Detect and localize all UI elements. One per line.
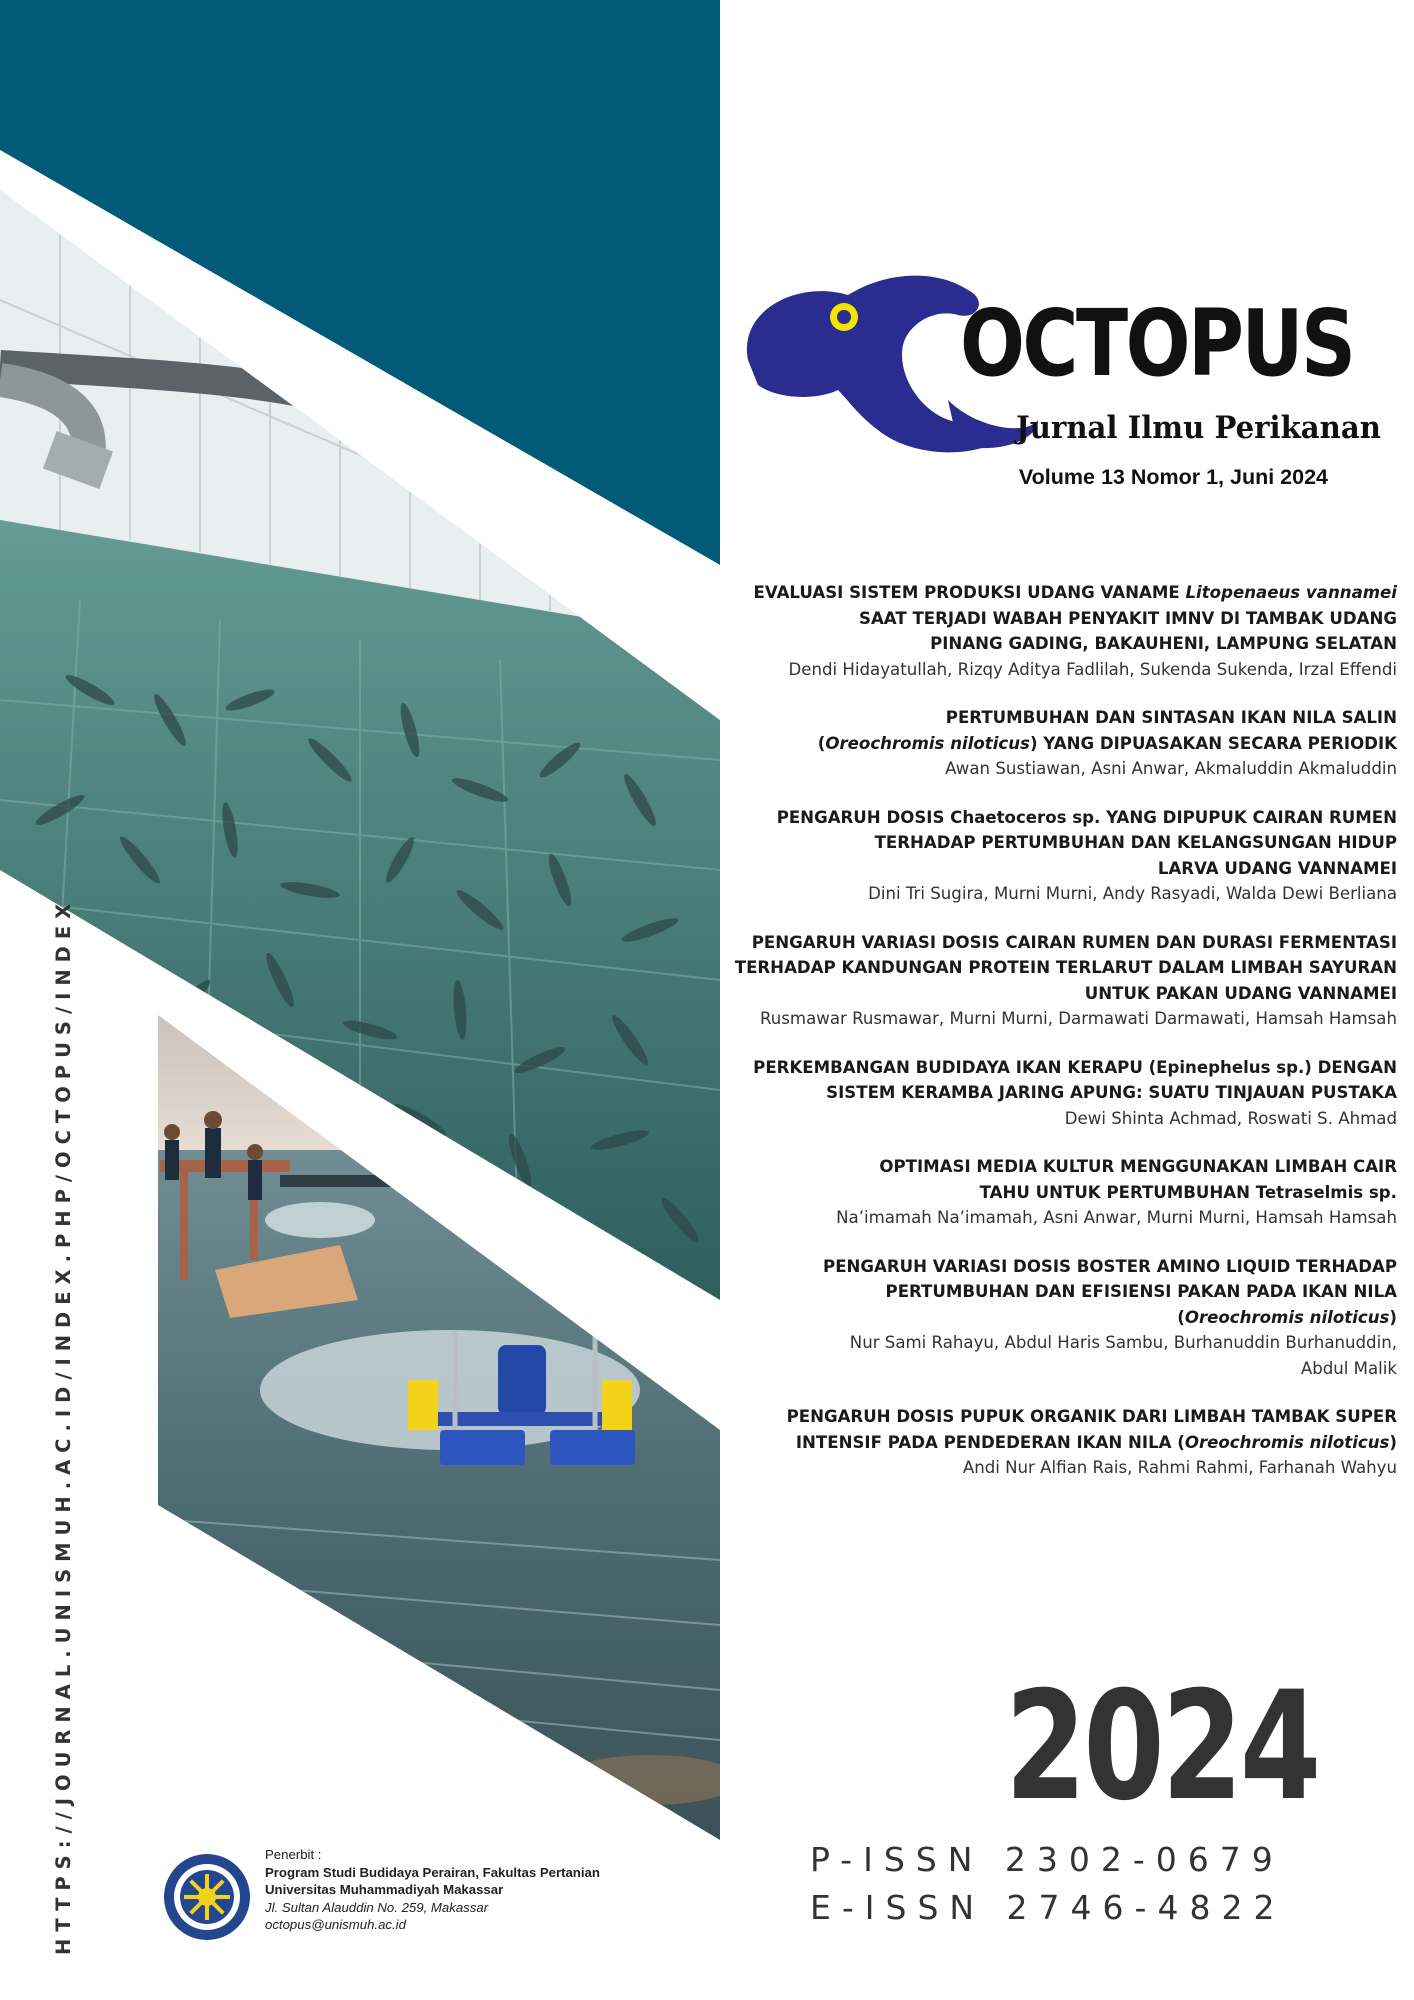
university-seal-icon xyxy=(162,1852,252,1942)
journal-title: OCTOPUS xyxy=(960,290,1354,397)
article-title: PENGARUH DOSIS Chaetoceros sp. YANG DIPUPUK CAIRAN RUMEN TERHADAP PERTUMBUHAN DAN KELANGSUNGAN HIDUP LARVA UDANG VANNAMEI xyxy=(776,807,1397,878)
article-title: PERKEMBANGAN BUDIDAYA IKAN KERAPU (Epinephelus sp.) DENGAN SISTEM KERAMBA JARING APUNG: SUATU TINJAUAN PUSTAKA xyxy=(753,1057,1397,1102)
article-authors: Andi Nur Alfian Rais, Rahmi Rahmi, Farhanah Wahyu xyxy=(962,1458,1397,1477)
article-title: PENGARUH DOSIS PUPUK ORGANIK DARI LIMBAH TAMBAK SUPER INTENSIF PADA PENDEDERAN IKAN NILA (Oreochromis niloticus) xyxy=(786,1407,1397,1452)
article-entry[interactable] xyxy=(697,930,1397,1032)
publisher-email[interactable]: octopus@unismuh.ac.id xyxy=(265,1917,406,1933)
article-entry[interactable] xyxy=(697,805,1397,907)
publisher-address: Jl. Sultan Alauddin No. 259, Makassar xyxy=(265,1899,489,1915)
publisher-label: Penerbit : xyxy=(265,1847,322,1862)
article-authors: Dewi Shinta Achmad, Roswati S. Ahmad xyxy=(1064,1108,1397,1128)
article-entry[interactable] xyxy=(697,1254,1397,1382)
article-authors: Awan Sustiawan, Asni Anwar, Akmaluddin Akmaluddin xyxy=(945,759,1397,778)
journal-url[interactable]: HTTPS://JOURNAL.UNISMUH.AC.ID/INDEX.PHP/OCTOPUS/INDEX xyxy=(52,896,75,1955)
publisher-info xyxy=(265,1846,600,1934)
article-authors: Dendi Hidayatullah, Rizqy Aditya Fadlilah, Sukenda Sukenda, Irzal Effendi xyxy=(788,659,1397,679)
table-of-contents xyxy=(697,580,1397,1504)
article-title: OPTIMASI MEDIA KULTUR MENGGUNAKAN LIMBAH CAIR TAHU UNTUK PERTUMBUHAN Tetraselmis sp. xyxy=(879,1157,1397,1202)
article-title: PENGARUH VARIASI DOSIS CAIRAN RUMEN DAN DURASI FERMENTASI TERHADAP KANDUNGAN PROTEIN TERLARUT DALAM LIMBAH SAYURAN UNTUK PAKAN UDANG VANNAMEI xyxy=(734,932,1397,1003)
article-authors: Rusmawar Rusmawar, Murni Murni, Darmawati Darmawati, Hamsah Hamsah xyxy=(759,1009,1397,1028)
publisher-university: Universitas Muhammadiyah Makassar xyxy=(265,1882,504,1898)
article-authors: Dini Tri Sugira, Murni Murni, Andy Rasyadi, Walda Dewi Berliana xyxy=(868,884,1397,903)
article-entry[interactable] xyxy=(697,1055,1397,1132)
journal-subtitle: Jurnal Ilmu Perikanan xyxy=(1016,410,1381,446)
volume-issue: Volume 13 Nomor 1, Juni 2024 xyxy=(1018,465,1328,489)
electronic-issn: E-ISSN 2746-4822 xyxy=(810,1888,1286,1927)
article-entry[interactable] xyxy=(697,1404,1397,1481)
print-issn: P-ISSN 2302-0679 xyxy=(810,1840,1284,1879)
article-entry[interactable] xyxy=(697,705,1397,782)
article-entry[interactable] xyxy=(697,580,1397,682)
article-title: EVALUASI SISTEM PRODUKSI UDANG VANAME Litopenaeus vannamei SAAT TERJADI WABAH PENYAKIT IMNV DI TAMBAK UDANG PINANG GADING, BAKAUHENI, LAMPUNG SELATAN xyxy=(753,583,1397,653)
article-title: PERTUMBUHAN DAN SINTASAN IKAN NILA SALIN (Oreochromis niloticus) YANG DIPUASAKAN SECARA PERIODIK xyxy=(817,708,1397,753)
article-title: PENGARUH VARIASI DOSIS BOSTER AMINO LIQUID TERHADAP PERTUMBUHAN DAN EFISIENSI PAKAN PADA IKAN NILA (Oreochromis niloticus) xyxy=(823,1256,1397,1327)
article-authors: Na’imamah Na’imamah, Asni Anwar, Murni Murni, Hamsah Hamsah xyxy=(836,1208,1397,1227)
publication-year: 2024 xyxy=(1005,1660,1319,1834)
article-entry[interactable] xyxy=(697,1154,1397,1231)
publisher-department: Program Studi Budidaya Perairan, Fakultas Pertanian xyxy=(265,1864,600,1880)
article-authors: Nur Sami Rahayu, Abdul Haris Sambu, Burhanuddin Burhanuddin, Abdul Malik xyxy=(849,1333,1397,1378)
